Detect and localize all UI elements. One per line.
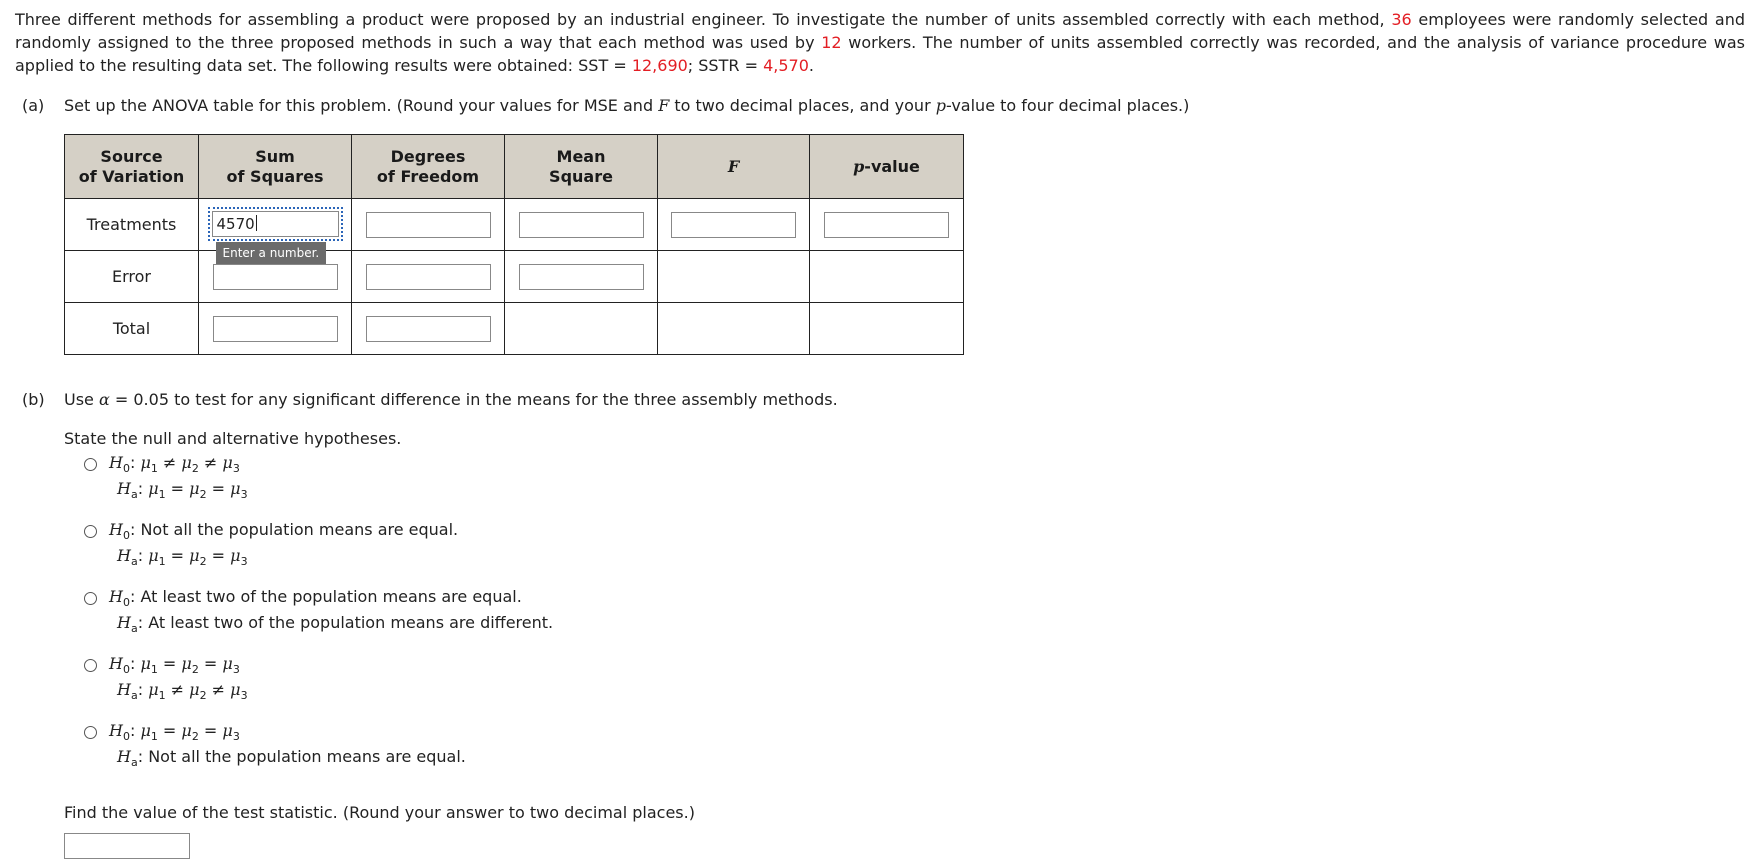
colon: : xyxy=(137,479,149,498)
mu-symbol: μ xyxy=(148,680,159,699)
operator: = xyxy=(206,546,231,565)
empty-cell xyxy=(658,251,810,303)
subscript: 1 xyxy=(158,555,166,569)
part-a-label: (a) xyxy=(22,96,45,115)
hypothesis-text: At least two of the population means are different. xyxy=(148,613,554,632)
hypothesis-text: Not all the population means are equal. xyxy=(140,520,459,539)
test-statistic-prompt: Find the value of the test statistic. (Round your answer to two decimal places.) xyxy=(64,803,695,822)
hypothesis-text: At least two of the population means are equal. xyxy=(140,587,522,606)
mu-symbol: μ xyxy=(189,479,200,498)
header-text: Sum xyxy=(255,146,295,166)
subscript: 0 xyxy=(122,596,130,610)
sst-value: 12,690 xyxy=(631,56,688,75)
null-hypothesis xyxy=(109,654,240,676)
empty-cell xyxy=(810,303,964,355)
alternative-hypothesis xyxy=(117,546,248,568)
treatments-ss-input[interactable] xyxy=(212,211,339,237)
text-caret xyxy=(256,215,257,231)
subscript: 2 xyxy=(191,462,199,476)
subscript: a xyxy=(130,756,138,770)
part-a-instructions xyxy=(22,96,1189,115)
workers-per-method: 12 xyxy=(821,33,842,52)
row-label-treatments: Treatments xyxy=(65,199,199,251)
subscript: 3 xyxy=(240,689,248,703)
mu-symbol: μ xyxy=(140,721,151,740)
header-degrees-of-freedom xyxy=(352,135,505,199)
subscript: a xyxy=(130,622,138,636)
alternative-hypothesis xyxy=(117,747,466,769)
treatments-p-value-input[interactable] xyxy=(824,212,949,238)
null-hypothesis xyxy=(109,587,522,609)
colon: : xyxy=(137,747,149,766)
colon: : xyxy=(129,654,141,673)
problem-text: Three different methods for assembling a product were proposed by an industrial engineer. To investigate the number of units assembled correctly with each method, xyxy=(15,10,1392,29)
subscript: 1 xyxy=(150,462,158,476)
header-mean-square xyxy=(505,135,658,199)
total-df-input[interactable] xyxy=(366,316,491,342)
treatments-f-input[interactable] xyxy=(671,212,796,238)
h-symbol: H xyxy=(109,453,123,472)
operator: = xyxy=(206,479,231,498)
operator: = xyxy=(198,654,223,673)
h-symbol: H xyxy=(109,587,123,606)
anova-table xyxy=(64,134,964,355)
subscript: 3 xyxy=(232,663,240,677)
operator: = xyxy=(157,721,182,740)
subscript: 2 xyxy=(199,689,207,703)
null-hypothesis xyxy=(109,721,240,743)
part-b-label: (b) xyxy=(22,390,45,409)
treatments-df-cell xyxy=(352,199,505,251)
treatments-ms-input[interactable] xyxy=(519,212,644,238)
mu-symbol: μ xyxy=(222,654,233,673)
colon: : xyxy=(129,520,141,539)
h-symbol: H xyxy=(117,680,131,699)
header-text: of Freedom xyxy=(376,166,480,186)
hypotheses-prompt: State the null and alternative hypotheses. xyxy=(64,429,402,448)
null-hypothesis xyxy=(109,520,458,542)
input-tooltip: Enter a number. xyxy=(216,242,327,264)
h-symbol: H xyxy=(117,613,131,632)
colon: : xyxy=(137,680,149,699)
subscript: 2 xyxy=(199,488,207,502)
f-symbol: F xyxy=(658,96,670,115)
error-df-input[interactable] xyxy=(366,264,491,290)
radio-button[interactable] xyxy=(84,525,97,538)
operator: = xyxy=(165,546,190,565)
mu-symbol: μ xyxy=(189,680,200,699)
colon: : xyxy=(129,587,141,606)
alternative-hypothesis xyxy=(117,613,553,635)
colon: : xyxy=(137,613,149,632)
colon: : xyxy=(129,453,141,472)
h-symbol: H xyxy=(117,747,131,766)
h-symbol: H xyxy=(117,546,131,565)
problem-text: workers. The number of units assembled correctly was recorded, and the analysis of variance procedure was applied to the resulting data set. The following results were obtained: SST = xyxy=(15,33,1746,75)
header-text: Square xyxy=(549,166,613,186)
alternative-hypothesis xyxy=(117,680,248,702)
h-symbol: H xyxy=(109,520,123,539)
row-label-total: Total xyxy=(65,303,199,355)
part-b-text: Use xyxy=(64,390,99,409)
operator: = xyxy=(198,721,223,740)
hypothesis-text: Not all the population means are equal. xyxy=(148,747,466,766)
mu-symbol: μ xyxy=(148,479,159,498)
mu-symbol: μ xyxy=(230,680,241,699)
treatments-row xyxy=(65,199,964,251)
radio-button[interactable] xyxy=(84,592,97,605)
header-sum-of-squares xyxy=(199,135,352,199)
mu-symbol: μ xyxy=(222,721,233,740)
subscript: 1 xyxy=(150,663,158,677)
header-text: -value xyxy=(864,156,920,176)
header-text: of Variation xyxy=(78,166,185,186)
operator: ≠ xyxy=(198,453,223,472)
mu-symbol: μ xyxy=(148,546,159,565)
subscript: 3 xyxy=(232,730,240,744)
p-symbol: p xyxy=(935,96,946,115)
subscript: a xyxy=(130,555,138,569)
input-value: 4570 xyxy=(216,214,255,233)
treatments-f-cell xyxy=(658,199,810,251)
part-b-text: = 0.05 to test for any significant difference in the means for the three assembly methods. xyxy=(109,390,838,409)
subscript: 3 xyxy=(240,555,248,569)
operator: = xyxy=(165,479,190,498)
total-ss-cell xyxy=(199,303,352,355)
subscript: 0 xyxy=(122,663,130,677)
mu-symbol: μ xyxy=(189,546,200,565)
subscript: a xyxy=(130,689,138,703)
sstr-value: 4,570 xyxy=(763,56,809,75)
header-text: Degrees xyxy=(390,146,466,166)
null-hypothesis xyxy=(109,453,240,475)
error-df-cell xyxy=(352,251,505,303)
colon: : xyxy=(137,546,149,565)
error-ss-input[interactable] xyxy=(213,264,338,290)
total-row xyxy=(65,303,964,355)
part-a-text: -value to four decimal places.) xyxy=(945,96,1190,115)
subscript: 2 xyxy=(191,730,199,744)
radio-button[interactable] xyxy=(84,726,97,739)
header-f xyxy=(658,135,810,199)
treatments-df-input[interactable] xyxy=(366,212,491,238)
total-df-cell xyxy=(352,303,505,355)
problem-text: . xyxy=(808,56,814,75)
treatments-ms-cell xyxy=(505,199,658,251)
treatments-ss-cell xyxy=(199,199,352,260)
treatments-ss-focus xyxy=(208,207,343,260)
problem-text: employees were randomly selected and randomly assigned to the three proposed methods in such a way that each method was used by xyxy=(15,10,1745,52)
error-ms-input[interactable] xyxy=(519,264,644,290)
mu-symbol: μ xyxy=(222,453,233,472)
subscript: 2 xyxy=(199,555,207,569)
empty-cell xyxy=(658,303,810,355)
operator: ≠ xyxy=(157,453,182,472)
colon: : xyxy=(129,721,141,740)
radio-button[interactable] xyxy=(84,458,97,471)
radio-button[interactable] xyxy=(84,659,97,672)
part-a-text: Set up the ANOVA table for this problem. (Round your values for MSE and xyxy=(64,96,659,115)
mu-symbol: μ xyxy=(230,479,241,498)
subscript: 3 xyxy=(232,462,240,476)
treatments-p-cell xyxy=(810,199,964,251)
h-symbol: H xyxy=(109,654,123,673)
subscript: 0 xyxy=(122,730,130,744)
header-text: of Squares xyxy=(226,166,324,186)
problem-text: ; SSTR = xyxy=(687,56,764,75)
header-p-value xyxy=(810,135,964,199)
error-row xyxy=(65,251,964,303)
mu-symbol: μ xyxy=(140,654,151,673)
header-source xyxy=(65,135,199,199)
mu-symbol: μ xyxy=(181,721,192,740)
subscript: 1 xyxy=(150,730,158,744)
operator: ≠ xyxy=(165,680,190,699)
empty-cell xyxy=(505,303,658,355)
h-symbol: H xyxy=(109,721,123,740)
part-b-instructions xyxy=(22,390,838,409)
header-text: Source xyxy=(100,146,163,166)
problem-statement xyxy=(15,8,1745,77)
operator: = xyxy=(157,654,182,673)
subscript: 0 xyxy=(122,529,130,543)
anova-header-row xyxy=(65,135,964,199)
subscript: 3 xyxy=(240,488,248,502)
h-symbol: H xyxy=(117,479,131,498)
row-label-error: Error xyxy=(65,251,199,303)
alternative-hypothesis xyxy=(117,479,248,501)
subscript: 1 xyxy=(158,488,166,502)
header-text: Mean xyxy=(556,146,606,166)
subscript: 2 xyxy=(191,663,199,677)
mu-symbol: μ xyxy=(140,453,151,472)
employee-count: 36 xyxy=(1391,10,1412,29)
mu-symbol: μ xyxy=(230,546,241,565)
mu-symbol: μ xyxy=(181,654,192,673)
header-text: p xyxy=(853,156,865,176)
error-ms-cell xyxy=(505,251,658,303)
mu-symbol: μ xyxy=(181,453,192,472)
subscript: a xyxy=(130,488,138,502)
empty-cell xyxy=(810,251,964,303)
total-ss-input[interactable] xyxy=(213,316,338,342)
header-text: F xyxy=(727,156,740,176)
subscript: 0 xyxy=(122,462,130,476)
subscript: 1 xyxy=(158,689,166,703)
part-a-text: to two decimal places, and your xyxy=(669,96,936,115)
test-statistic-input[interactable] xyxy=(64,833,190,859)
operator: ≠ xyxy=(206,680,231,699)
alpha-symbol: α xyxy=(98,390,110,409)
